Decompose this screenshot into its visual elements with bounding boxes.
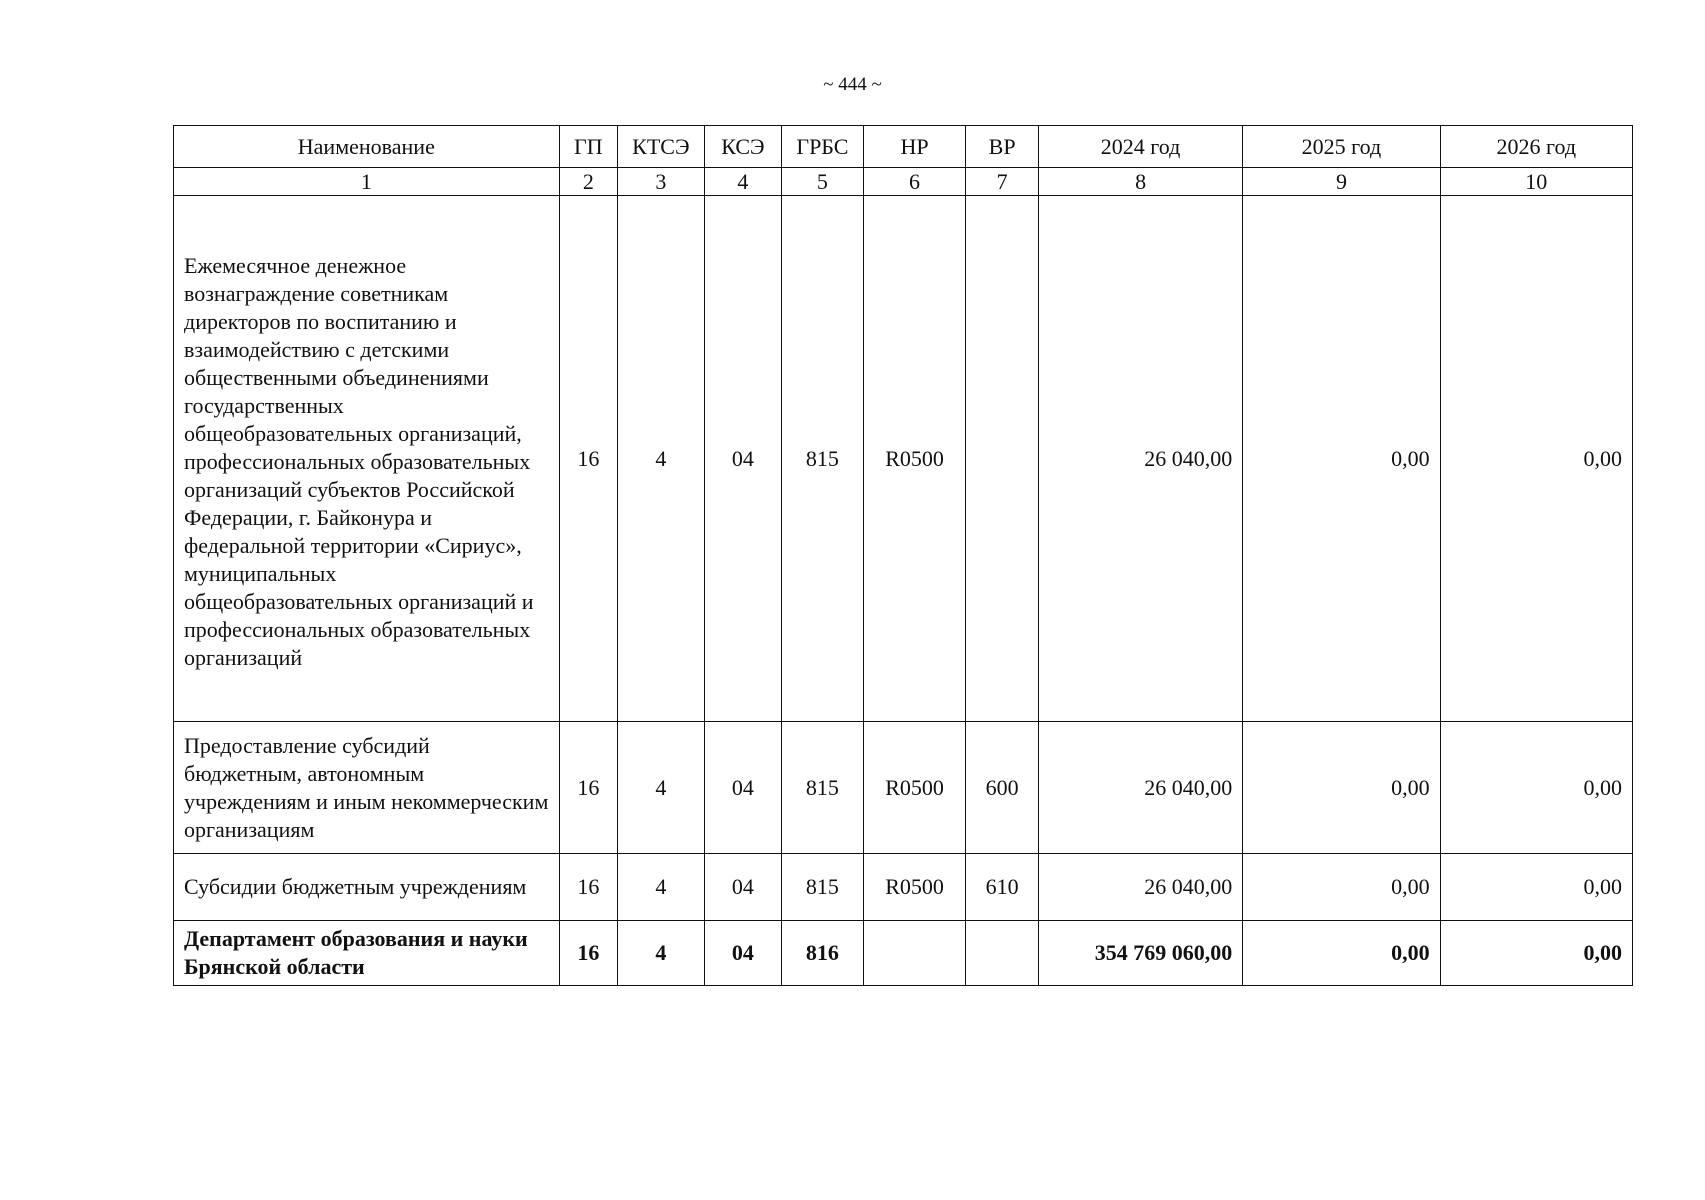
cell-2025: 0,00 — [1243, 722, 1440, 854]
cell-kse: 04 — [704, 854, 782, 921]
cell-2025: 0,00 — [1243, 854, 1440, 921]
budget-table — [173, 125, 1633, 986]
header-2025: 2025 год — [1243, 126, 1440, 168]
cell-gp: 16 — [559, 722, 617, 854]
header-gp: ГП — [559, 126, 617, 168]
column-number: 7 — [966, 168, 1038, 196]
cell-2025: 0,00 — [1243, 196, 1440, 722]
column-number: 3 — [618, 168, 705, 196]
cell-gp: 16 — [559, 921, 617, 986]
row-name: Субсидии бюджетным учреждениям — [174, 854, 560, 921]
header-ktse: КТСЭ — [618, 126, 705, 168]
cell-grbs: 815 — [782, 196, 864, 722]
cell-grbs: 816 — [782, 921, 864, 986]
cell-grbs: 815 — [782, 854, 864, 921]
cell-2026: 0,00 — [1440, 921, 1632, 986]
page-number: ~ 444 ~ — [823, 74, 882, 95]
cell-kse: 04 — [704, 722, 782, 854]
cell-ktse: 4 — [618, 921, 705, 986]
cell-gp: 16 — [559, 196, 617, 722]
cell-nr — [863, 921, 966, 986]
cell-vr: 600 — [966, 722, 1038, 854]
cell-2024: 26 040,00 — [1038, 854, 1242, 921]
table-row — [174, 722, 1633, 854]
column-number: 8 — [1038, 168, 1242, 196]
row-name: Ежемесячное денежное вознаграждение советникам директоров по воспитанию и взаимодействию с детскими общественными объединениями государственных общеобразовательных организаций, профессиональных образовательных организаций субъектов Российской Федерации, г. Байконура и федеральной территории «Сириус», муниципальных общеобразовательных организаций и профессиональных образовательных организаций — [174, 196, 560, 722]
table-row — [174, 196, 1633, 722]
column-number-row — [174, 168, 1633, 196]
header-row — [174, 126, 1633, 168]
cell-vr: 610 — [966, 854, 1038, 921]
table-row-total — [174, 921, 1633, 986]
cell-2026: 0,00 — [1440, 196, 1632, 722]
header-nr: НР — [863, 126, 966, 168]
cell-2026: 0,00 — [1440, 722, 1632, 854]
column-number: 6 — [863, 168, 966, 196]
cell-nr: R0500 — [863, 722, 966, 854]
cell-2024: 26 040,00 — [1038, 196, 1242, 722]
cell-2024: 354 769 060,00 — [1038, 921, 1242, 986]
header-vr: ВР — [966, 126, 1038, 168]
column-number: 10 — [1440, 168, 1632, 196]
header-2024: 2024 год — [1038, 126, 1242, 168]
column-number: 4 — [704, 168, 782, 196]
row-name: Предоставление субсидий бюджетным, автономным учреждениям и иным некоммерческим организациям — [174, 722, 560, 854]
cell-2026: 0,00 — [1440, 854, 1632, 921]
cell-nr: R0500 — [863, 196, 966, 722]
cell-nr: R0500 — [863, 854, 966, 921]
cell-ktse: 4 — [618, 722, 705, 854]
row-name: Департамент образования и науки Брянской области — [174, 921, 560, 986]
column-number: 1 — [174, 168, 560, 196]
header-name: Наименование — [174, 126, 560, 168]
table-row — [174, 854, 1633, 921]
cell-grbs: 815 — [782, 722, 864, 854]
cell-gp: 16 — [559, 854, 617, 921]
column-number: 5 — [782, 168, 864, 196]
cell-vr — [966, 921, 1038, 986]
cell-kse: 04 — [704, 196, 782, 722]
cell-kse: 04 — [704, 921, 782, 986]
header-grbs: ГРБС — [782, 126, 864, 168]
cell-2025: 0,00 — [1243, 921, 1440, 986]
header-kse: КСЭ — [704, 126, 782, 168]
header-2026: 2026 год — [1440, 126, 1632, 168]
cell-2024: 26 040,00 — [1038, 722, 1242, 854]
cell-vr — [966, 196, 1038, 722]
column-number: 9 — [1243, 168, 1440, 196]
column-number: 2 — [559, 168, 617, 196]
cell-ktse: 4 — [618, 196, 705, 722]
cell-ktse: 4 — [618, 854, 705, 921]
